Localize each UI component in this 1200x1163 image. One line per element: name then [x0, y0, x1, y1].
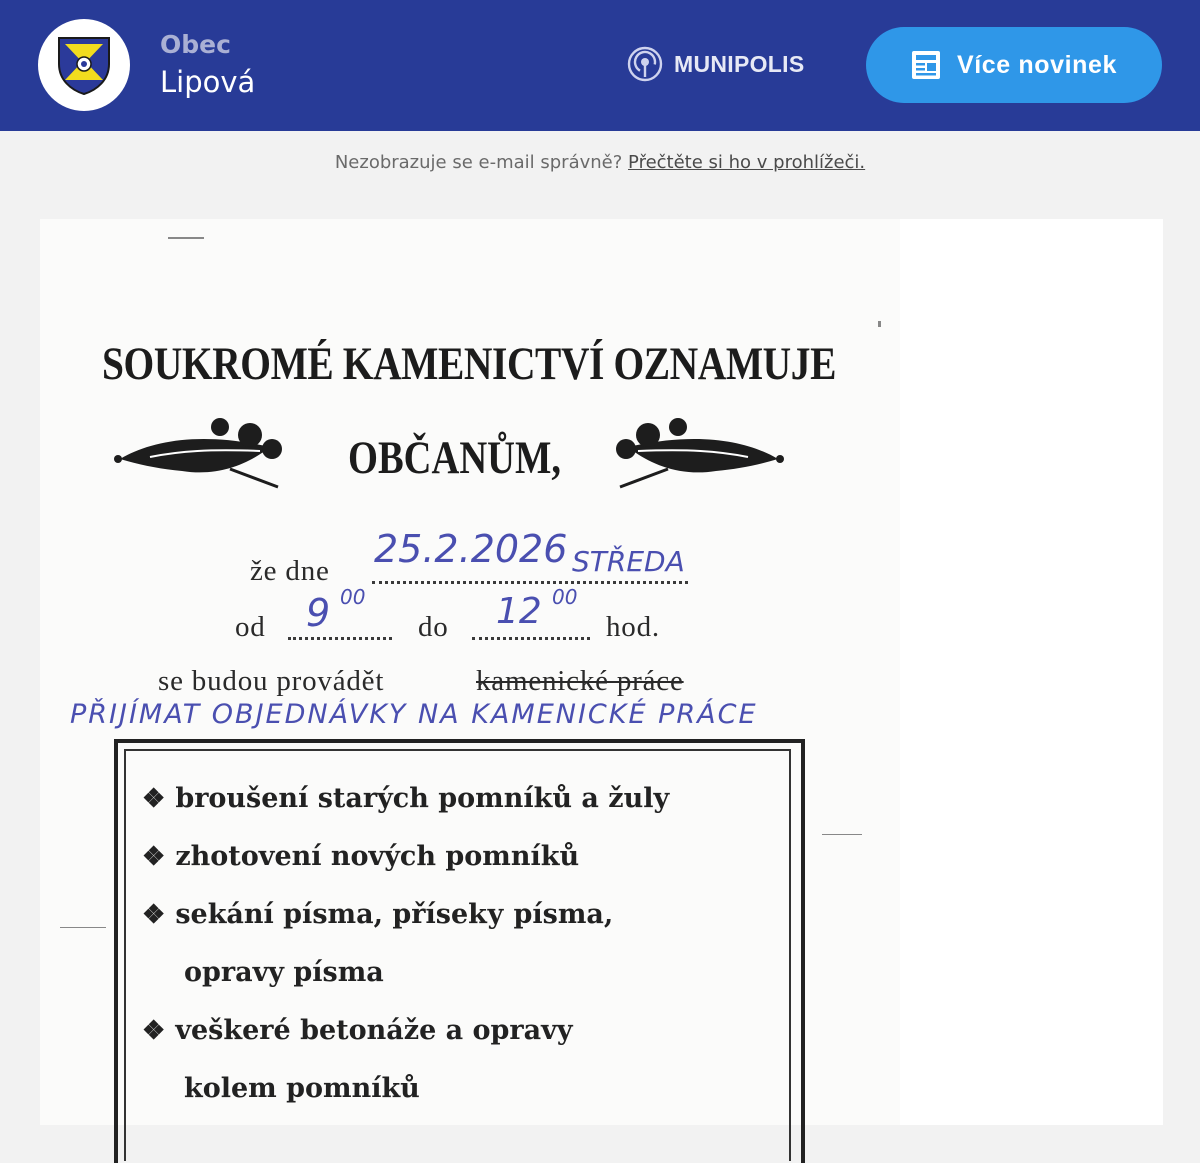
more-news-label: Více novinek: [956, 50, 1118, 79]
view-in-browser-link[interactable]: Přečtěte si ho v prohlížeči.: [628, 152, 866, 173]
flower-ornament-icon: [110, 411, 290, 491]
action-prefix: se budou provádět: [158, 665, 385, 697]
service-item: [142, 1015, 573, 1046]
date-dotted-line: [372, 581, 688, 584]
munipolis-label: MUNIPOLIS: [674, 50, 805, 77]
scan-speck: [878, 321, 881, 327]
notice-headline: SOUKROMÉ KAMENICTVÍ OZNAMUJE: [102, 338, 837, 390]
service-text: broušení starých pomníků a žuly: [175, 783, 670, 814]
flower-ornament-icon: [608, 411, 788, 491]
notice-subheadline: OBČANŮM,: [348, 432, 562, 484]
handwritten-from-hour: 9: [306, 591, 331, 635]
town-name: Lipová: [160, 65, 256, 99]
service-text: sekání písma, přísekу písma,: [175, 899, 614, 930]
scan-speck: [60, 927, 106, 928]
service-text-continued: opravy písma: [184, 957, 384, 988]
broadcast-icon: [626, 45, 664, 83]
handwritten-action: PŘIJÍMAT OBJEDNÁVKY NA KAMENICKÉ PRÁCE: [70, 699, 758, 730]
struck-action: kamenické práce: [476, 665, 684, 697]
more-news-button[interactable]: [866, 27, 1162, 103]
preheader-text: Nezobrazuje se e-mail správně?: [334, 152, 623, 173]
service-text: zhotovení nových pomníků: [175, 841, 580, 872]
munipolis-brand[interactable]: [626, 45, 804, 83]
diamond-bullet-icon: ❖: [142, 1016, 166, 1046]
diamond-bullet-icon: ❖: [142, 842, 166, 872]
email-header: [0, 0, 1200, 131]
service-item: [142, 899, 613, 930]
diamond-bullet-icon: ❖: [142, 784, 166, 814]
coat-of-arms-icon: [55, 34, 113, 96]
handwritten-to-hour: 12: [496, 591, 542, 632]
hours-suffix: hod.: [606, 611, 660, 643]
view-in-browser-bar: [0, 152, 1200, 173]
town-label: Obec: [160, 30, 231, 59]
time-to-label: do: [418, 611, 449, 643]
service-item: [142, 783, 669, 814]
time-from-dotted-line: [288, 637, 392, 640]
handwritten-day: STŘEDA: [572, 545, 685, 578]
content-card: [40, 219, 1163, 1125]
handwritten-date: 25.2.2026: [374, 527, 568, 571]
handwritten-to-minutes: 00: [552, 585, 578, 609]
time-from-label: od: [235, 611, 266, 643]
town-logo[interactable]: [38, 19, 130, 111]
service-text: veškeré betonáže a opravy: [175, 1015, 573, 1046]
newspaper-icon: [911, 50, 941, 80]
service-item: [142, 841, 579, 872]
service-text-continued: kolem pomníků: [184, 1073, 420, 1104]
handwritten-from-minutes: 00: [340, 585, 366, 609]
date-prefix: že dne: [250, 555, 330, 587]
diamond-bullet-icon: ❖: [142, 900, 166, 930]
time-to-dotted-line: [472, 637, 590, 640]
scanned-notice-image: [40, 219, 900, 1125]
scan-speck: [822, 834, 862, 835]
scan-speck: [168, 237, 204, 239]
